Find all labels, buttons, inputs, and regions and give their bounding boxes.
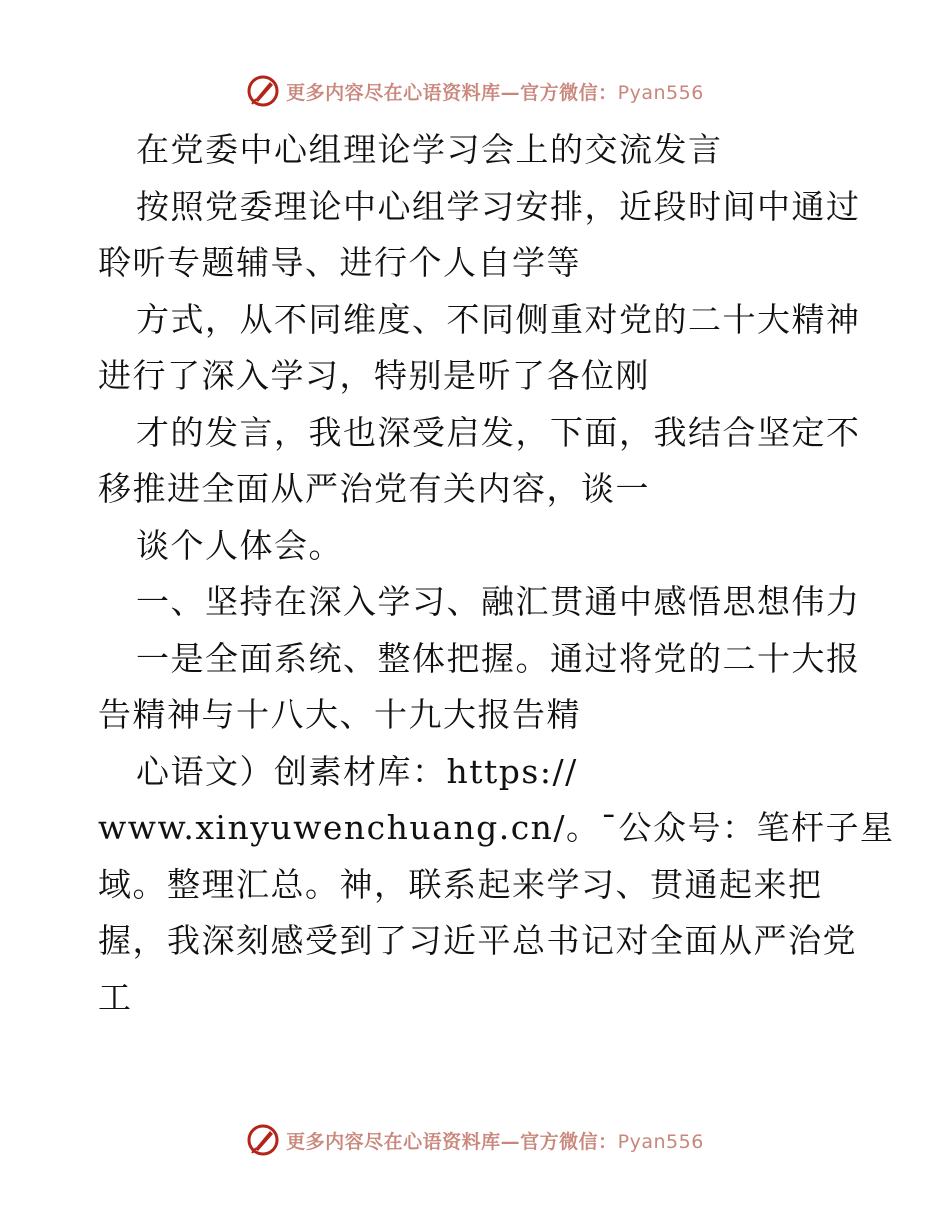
paragraph-line: 方式，从不同维度、不同侧重对党的二十大精神 (136, 299, 861, 339)
paragraph-line: 移推进全面从严治党有关内容，谈一 (98, 469, 650, 508)
paragraph-line: 才的发言，我也深受启发，下面，我结合坚定不 (136, 412, 861, 452)
paragraph-line: 告精神与十八大、十九大报告精 (98, 695, 581, 734)
paragraph-line: 进行了深入学习，特别是听了各位刚 (98, 356, 650, 395)
section-heading: 一、坚持在深入学习、融汇贯通中感悟思想伟力 (136, 582, 861, 621)
paragraph-line: 谈个人体会。 (136, 525, 343, 565)
banner-text (286, 78, 704, 105)
paragraph-line: 聆听专题辅导、进行个人自学等 (98, 243, 581, 282)
banner-text (286, 1127, 704, 1154)
banner-account-id: Pyan556 (617, 81, 704, 104)
paragraph-line: 工 (98, 977, 133, 1017)
paragraph-line: 按照党委理论中心组学习安排，近段时间中通过 (136, 186, 861, 226)
banner-account-id: Pyan556 (617, 1130, 704, 1153)
quill-logo-icon (246, 74, 280, 108)
banner-slogan: 更多内容尽在心语资料库—官方微信： (286, 1130, 618, 1153)
document-body (98, 122, 895, 1026)
paragraph-line: 握，我深刻感受到了习近平总书记对全面从严治党 (98, 921, 857, 960)
footer-banner (0, 1120, 950, 1160)
header-banner (0, 71, 950, 111)
quill-logo-icon (246, 1123, 280, 1157)
document-title: 在党委中心组理论学习会上的交流发言 (136, 130, 723, 169)
watermark-url-line: www.xinyuwenchuang.cn/。¯公众号：笔杆子星 (98, 808, 895, 847)
banner-slogan: 更多内容尽在心语资料库—官方微信： (286, 81, 618, 104)
paragraph-line: 域。整理汇总。神，联系起来学习、贯通起来把 (98, 864, 823, 904)
watermark-line: 心语文）创素材库：https:// (136, 751, 578, 791)
paragraph-line: 一是全面系统、整体把握。通过将党的二十大报 (136, 638, 861, 678)
